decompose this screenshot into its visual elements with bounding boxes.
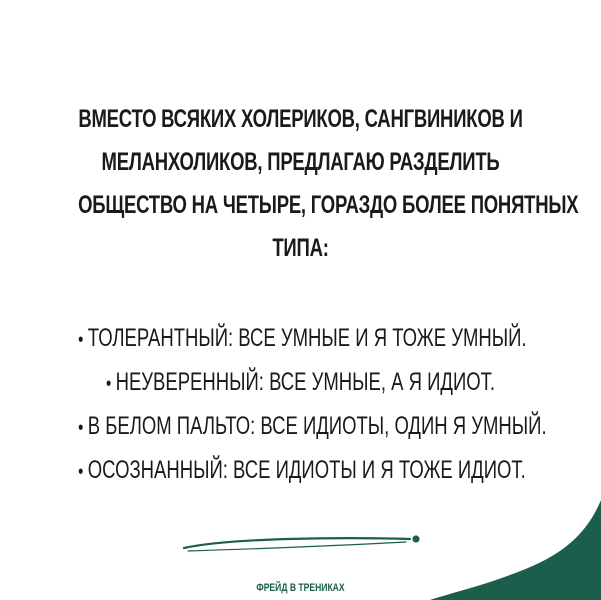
bullet-marker: •: [78, 417, 84, 439]
heading-line: ТИПА:: [272, 234, 329, 262]
bullet-marker: •: [78, 329, 84, 351]
list-item: [78, 361, 523, 405]
brush-stroke-decoration: [170, 528, 430, 558]
list-item-text: ТОЛЕРАНТНЫЙ: ВСЕ УМНЫЕ И Я ТОЖЕ УМНЫЙ.: [87, 324, 527, 352]
heading-line: ОБЩЕСТВО НА ЧЕТЫРЕ, ГОРАЗДО БОЛЕЕ ПОНЯТНЫХ: [78, 191, 579, 219]
bullet-marker: •: [78, 461, 84, 483]
heading-line: ВМЕСТО ВСЯКИХ ХОЛЕРИКОВ, САНГВИНИКОВ И: [78, 105, 523, 133]
list-item: [78, 405, 547, 449]
list-item-text: НЕУВЕРЕННЫЙ: ВСЕ УМНЫЕ, А Я ИДИОТ.: [115, 368, 496, 396]
brand-signature: ФРЕЙД В ТРЕНИКАХ: [256, 582, 345, 594]
post-heading: [78, 98, 579, 270]
heading-line: МЕЛАНХОЛИКОВ, ПРЕДЛАГАЮ РАЗДЕЛИТЬ: [101, 148, 500, 176]
list-item-text: В БЕЛОМ ПАЛЬТО: ВСЕ ИДИОТЫ, ОДИН Я УМНЫЙ.: [87, 412, 547, 440]
bullet-marker: •: [105, 373, 112, 395]
list-item-text: ОСОЗНАННЫЙ: ВСЕ ИДИОТЫ И Я ТОЖЕ ИДИОТ.: [87, 456, 526, 484]
types-list: [78, 317, 547, 493]
list-item: [78, 317, 527, 361]
corner-wave-decoration: [430, 470, 601, 600]
